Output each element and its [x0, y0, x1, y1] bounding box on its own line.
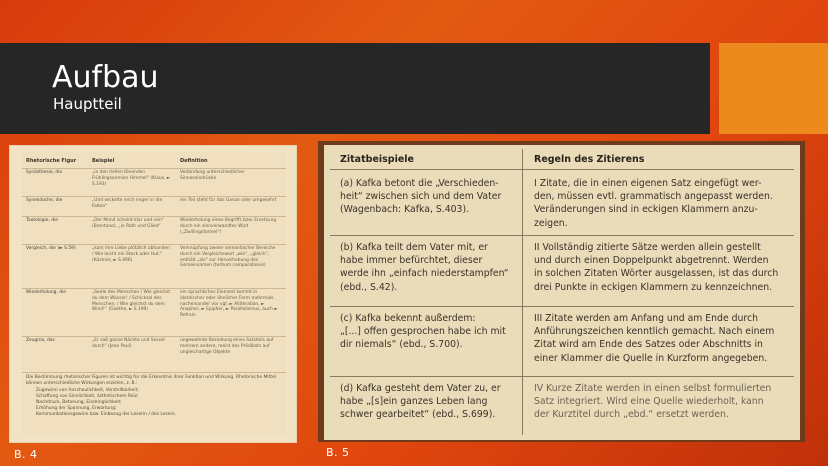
figure-b4-image — [10, 146, 296, 442]
b4-header-definition: Definition — [180, 158, 208, 164]
b4-example: „kam ihre Liebe plötzlich abhanden / Wie leicht ein Stock oder Hut.“ (Kästner, ► S.496) — [92, 246, 170, 263]
b4-row — [22, 288, 286, 289]
b4-header-figure: Rhetorische Figur — [26, 158, 77, 164]
figure-b5-caption: B. 5 — [326, 446, 350, 459]
figure-b5-image — [318, 141, 805, 442]
b4-definition: ungewohnte Beziehung eines Satzteils auf mehrere andere, meist des Prädikats auf ungleichartige Objekte — [180, 338, 274, 355]
b4-footer-intro: Die Bestimmung rhetorischer Figuren ist wichtig für die Erkenntnis ihrer Funktion und Wirkung. Rhetorische Mittel können unterschiedliche Wirkungen erzielen, z. B.: — [26, 375, 276, 386]
b4-term: Synästhesie, die — [26, 170, 63, 175]
b5-row-rule — [330, 235, 794, 236]
b5-header-rule — [330, 169, 794, 170]
b4-term: Tautologie, die — [26, 218, 58, 223]
b4-row — [22, 216, 286, 217]
slide-subtitle: Hauptteil — [53, 95, 122, 113]
b5-rule-ii: II Vollständig zitierte Sätze werden allein gestellt und durch einen Doppelpunkt abgetrennt. Werden in solchen Zitaten Wörter ausgelassen, ist das durch drei Punkte in eckigen Klammern zu kennzeichnen. — [534, 242, 779, 293]
b4-definition: ein Teil steht für das Ganze oder umgekehrt — [180, 198, 277, 203]
b5-rule-iv: IV Kurze Zitate werden in einen selbst formulierten Satz integriert. Wird eine Quelle wiederholt, kann der Kurztitel durch „ebd.“ ersetzt werden. — [534, 383, 772, 421]
b4-header-example: Beispiel — [92, 158, 115, 164]
b4-example: „Und wickelte mich enger in die Falten“ — [92, 198, 163, 209]
b5-example-d: (d) Kafka gesteht dem Vater zu, er habe „[s]ein ganzes Leben lang schwer gearbeitet“ (ebd., S.699). — [340, 383, 501, 421]
b4-term: Vergleich, der (► S.59) — [26, 246, 76, 251]
b5-example-a: (a) Kafka betont die „Verschieden- heit“ zwischen sich und dem Vater (Wagenbach: Kafka, S.403). — [340, 178, 502, 216]
accent-square — [719, 43, 828, 134]
b4-definition: Wiederholung eines Begriffs bzw. Ersetzung durch ein sinnverwandtes Wort („Zwillingsformel“) — [180, 218, 277, 235]
b4-row — [22, 244, 286, 245]
b4-row — [22, 196, 286, 197]
b4-definition: Verbindung unterschiedlicher Sinneseindrücke — [180, 170, 245, 181]
b5-column-divider — [522, 149, 523, 435]
b4-row — [22, 336, 286, 337]
b4-example: „Seele des Menschen / Wie gleichst du dem Wasser! / Schicksal des Menschen, / Wie gleichst du dem Wind!“ (Goethe, ► S.199) — [92, 290, 171, 313]
b4-term: Zeugma, das — [26, 338, 55, 343]
b5-example-c: (c) Kafka bekennt außerdem: „[...] offen gesprochen habe ich mit dir niemals“ (ebd., S.700). — [340, 313, 506, 351]
b4-definition: ein sprachliches Element kommt in identischer oder ähnlicher Form mehrmals nacheinander vor vgl. ► Alliteration, ► Anapher, ► Epipher, ► Parallelismus, auch ► Refrain — [180, 290, 278, 319]
figure-b4-page — [22, 152, 286, 436]
b4-example: „Er saß ganze Nächte und Sessel durch“ (Jean Paul) — [92, 338, 165, 349]
b5-header-rules: Regeln des Zitierens — [534, 154, 645, 165]
b5-row-rule — [330, 376, 794, 377]
b4-footer-item: Nachdruck, Betonung, Eindringlichkeit; — [36, 400, 122, 405]
b4-definition: Verknüpfung zweier semantischer Bereiche durch ein Vergleichswort „wie“, „gleich“, enthält „als“ zur Hervorhebung des Gemeinsamen (tertium comparationis) — [180, 246, 276, 269]
b4-footer-item: Erhöhung der Spannung, Erwartung; — [36, 406, 117, 411]
b4-footer-item: Zugewinn von Anschaulichkeit, Vorstellbarkeit; — [36, 388, 139, 393]
b5-row-rule — [330, 306, 794, 307]
slide-title: Aufbau — [52, 60, 159, 95]
b5-header-examples: Zitatbeispiele — [340, 154, 414, 165]
b5-rule-i: I Zitate, die in einen eigenen Satz eingefügt wer- den, müssen evtl. grammatisch angepasst werden. Veränderungen sind in eckigen Klammern anzu- zeigen. — [534, 178, 773, 229]
b4-row — [22, 168, 286, 169]
b5-example-b: (b) Kafka teilt dem Vater mit, er habe immer befürchtet, dieser werde ihn „einfach niederstampfen“ (ebd., S.42). — [340, 242, 509, 293]
figure-b4-caption: B. 4 — [14, 448, 38, 461]
b4-example: „Der Mond scheint klar und rein“ (Brentano), „in Roth und Glied“ — [92, 218, 164, 229]
b4-footer-item: Kommunikationsgewinn bzw. Einbezug der Leserin / des Lesers. — [36, 412, 176, 417]
b4-footer-item: Schaffung von Sinnlichkeit, ästhetischem Reiz; — [36, 394, 139, 399]
b4-example: „in den hellen tönenden Frühlingsanmien Himmel“ (Klaus, ► S.193) — [92, 170, 171, 187]
b4-term: Wiederholung, die — [26, 290, 66, 295]
figure-b5-page — [324, 145, 800, 440]
b4-row — [22, 372, 286, 373]
b5-rule-iii: III Zitate werden am Anfang und am Ende durch Anführungszeichen kenntlich gemacht. Nach einem Zitat wird am Ende des Satzes oder Abschnitts in einer Klammer die Quelle in Kurzform angegeben. — [534, 313, 775, 364]
b4-term: Synekdoche, die — [26, 198, 63, 203]
